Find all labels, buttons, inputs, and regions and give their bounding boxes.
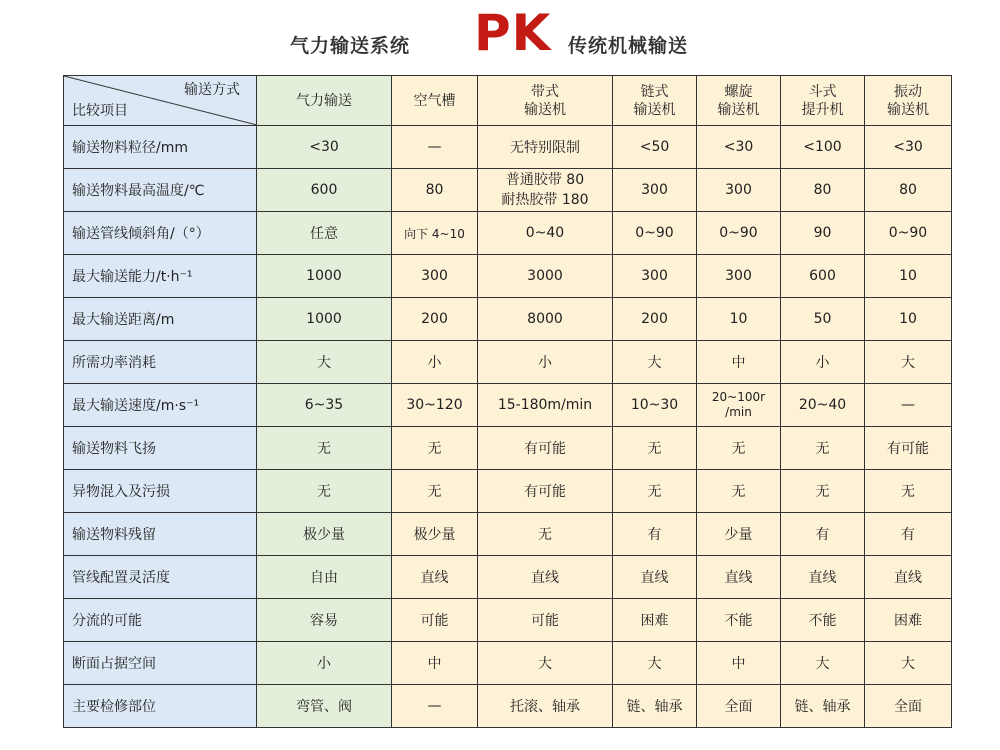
table-cell: 无 <box>697 470 781 513</box>
column-header-line: 输送机 <box>633 101 676 118</box>
column-header-line: 振动 <box>894 83 922 100</box>
table-row <box>64 599 952 642</box>
table-cell-line: 20~100r <box>711 390 766 404</box>
row-label: 输送管线倾斜角/（°） <box>64 212 257 255</box>
header-row <box>64 76 952 126</box>
table-cell: 全面 <box>697 685 781 728</box>
column-header-line: 输送机 <box>524 101 566 118</box>
row-label: 输送物料残留 <box>64 513 257 556</box>
table-cell: 无特别限制 <box>478 126 613 169</box>
row-label: 输送物料粒径/mm <box>64 126 257 169</box>
table-cell: 直线 <box>392 556 478 599</box>
table-cell: 困难 <box>865 599 952 642</box>
title-pk: PK <box>474 4 552 62</box>
comparison-table <box>63 75 952 728</box>
table-cell: 有可能 <box>865 427 952 470</box>
table-cell-line: 耐热胶带 180 <box>501 192 589 208</box>
table-cell: 不能 <box>697 599 781 642</box>
table-row <box>64 126 952 169</box>
table-cell: 15-180m/min <box>478 384 613 427</box>
table-cell: 0~40 <box>478 212 613 255</box>
table-cell: 80 <box>781 169 865 212</box>
table-cell: — <box>865 384 952 427</box>
table-row <box>64 212 952 255</box>
table-cell: 全面 <box>865 685 952 728</box>
row-label: 输送物料飞扬 <box>64 427 257 470</box>
table-cell: 容易 <box>257 599 392 642</box>
table-row <box>64 513 952 556</box>
column-header <box>613 76 697 126</box>
table-cell: <30 <box>865 126 952 169</box>
row-label: 分流的可能 <box>64 599 257 642</box>
table-cell: 300 <box>697 255 781 298</box>
table-cell: 80 <box>392 169 478 212</box>
table-cell: 直线 <box>781 556 865 599</box>
column-header <box>865 76 952 126</box>
table-cell: 无 <box>392 470 478 513</box>
table-cell: 大 <box>781 642 865 685</box>
table-row <box>64 169 952 212</box>
table-cell-line: /min <box>725 405 752 419</box>
title-pneumatic: 气力输送系统 <box>290 35 411 57</box>
table-cell: 无 <box>478 513 613 556</box>
table-cell: 无 <box>781 427 865 470</box>
table-cell: 10~30 <box>613 384 697 427</box>
table-cell: 10 <box>865 255 952 298</box>
table-cell: 300 <box>392 255 478 298</box>
row-label: 最大输送速度/m·s⁻¹ <box>64 384 257 427</box>
table-cell: 直线 <box>478 556 613 599</box>
column-header <box>781 76 865 126</box>
table-cell: 200 <box>392 298 478 341</box>
column-header-line: 气力输送 <box>296 92 352 109</box>
table-cell: 极少量 <box>392 513 478 556</box>
title-traditional: 传统机械输送 <box>568 35 689 57</box>
table-cell: 大 <box>613 341 697 384</box>
table-cell: <30 <box>697 126 781 169</box>
table-cell: 小 <box>478 341 613 384</box>
table-cell: 50 <box>781 298 865 341</box>
table-cell <box>478 169 613 212</box>
table-row <box>64 685 952 728</box>
table-cell: 直线 <box>697 556 781 599</box>
row-label: 管线配置灵活度 <box>64 556 257 599</box>
table-cell: <50 <box>613 126 697 169</box>
row-label: 主要检修部位 <box>64 685 257 728</box>
table-cell-line: 普通胶带 80 <box>505 172 585 188</box>
table-cell: 大 <box>865 642 952 685</box>
column-header-line: 空气槽 <box>413 92 456 109</box>
table-cell: 自由 <box>257 556 392 599</box>
table-cell: 8000 <box>478 298 613 341</box>
column-header-line: 链式 <box>640 83 669 100</box>
table-cell: 小 <box>257 642 392 685</box>
column-header-line: 螺旋 <box>724 83 753 100</box>
table-cell: 1000 <box>257 298 392 341</box>
table-cell: 可能 <box>478 599 613 642</box>
table-cell: <100 <box>781 126 865 169</box>
row-label: 断面占据空间 <box>64 642 257 685</box>
header <box>0 0 1000 74</box>
column-header <box>478 76 613 126</box>
table-cell: 向下 4~10 <box>392 212 478 255</box>
table-cell: 链、轴承 <box>613 685 697 728</box>
table-cell: 有可能 <box>478 427 613 470</box>
table-cell: 任意 <box>257 212 392 255</box>
table-cell: 0~90 <box>613 212 697 255</box>
corner-top-label: 输送方式 <box>184 82 240 98</box>
table-cell: 0~90 <box>865 212 952 255</box>
table-cell: <30 <box>257 126 392 169</box>
table-cell: 无 <box>392 427 478 470</box>
table-cell: 20~40 <box>781 384 865 427</box>
table-cell: 无 <box>613 427 697 470</box>
table-cell: 极少量 <box>257 513 392 556</box>
row-label: 所需功率消耗 <box>64 341 257 384</box>
table-row <box>64 384 952 427</box>
table-cell: 直线 <box>865 556 952 599</box>
column-header-line: 输送机 <box>887 101 929 118</box>
table-cell: 300 <box>613 255 697 298</box>
table-cell: 300 <box>697 169 781 212</box>
table-cell: 弯管、阀 <box>257 685 392 728</box>
row-label: 输送物料最高温度/℃ <box>64 169 257 212</box>
table-cell: 10 <box>697 298 781 341</box>
row-label: 最大输送距离/m <box>64 298 257 341</box>
table-cell: 大 <box>257 341 392 384</box>
table-cell: 有 <box>781 513 865 556</box>
column-header <box>697 76 781 126</box>
row-label: 最大输送能力/t·h⁻¹ <box>64 255 257 298</box>
table-cell: 少量 <box>697 513 781 556</box>
table-cell: 10 <box>865 298 952 341</box>
table-row <box>64 470 952 513</box>
table-cell: 80 <box>865 169 952 212</box>
table-row <box>64 255 952 298</box>
table-cell: 大 <box>478 642 613 685</box>
table-cell: 无 <box>697 427 781 470</box>
table-cell: 有 <box>865 513 952 556</box>
table-row <box>64 642 952 685</box>
table-cell: 有可能 <box>478 470 613 513</box>
column-header-line: 提升机 <box>801 101 844 118</box>
column-header <box>257 76 392 126</box>
corner-bottom-label: 比较项目 <box>72 103 128 119</box>
table-row <box>64 427 952 470</box>
table-cell: 90 <box>781 212 865 255</box>
table-cell: 6~35 <box>257 384 392 427</box>
table-cell: 300 <box>613 169 697 212</box>
table-cell: 0~90 <box>697 212 781 255</box>
table-cell: 链、轴承 <box>781 685 865 728</box>
column-header-line: 斗式 <box>808 83 837 100</box>
table-cell: — <box>392 685 478 728</box>
table-cell: 600 <box>781 255 865 298</box>
column-header-line: 带式 <box>531 83 559 100</box>
table-cell: 大 <box>865 341 952 384</box>
table-cell: 困难 <box>613 599 697 642</box>
table-cell <box>697 384 781 427</box>
table-cell: 直线 <box>613 556 697 599</box>
table-cell: 30~120 <box>392 384 478 427</box>
table-cell: 1000 <box>257 255 392 298</box>
table-cell: 小 <box>781 341 865 384</box>
table-cell: — <box>392 126 478 169</box>
column-header <box>392 76 478 126</box>
table-cell: 无 <box>257 427 392 470</box>
table-cell: 有 <box>613 513 697 556</box>
table-cell: 大 <box>613 642 697 685</box>
table-row <box>64 556 952 599</box>
table-cell: 中 <box>392 642 478 685</box>
table-cell: 无 <box>613 470 697 513</box>
table-cell: 无 <box>781 470 865 513</box>
table-cell: 200 <box>613 298 697 341</box>
row-label: 异物混入及污损 <box>64 470 257 513</box>
table-cell: 中 <box>697 642 781 685</box>
table-cell: 3000 <box>478 255 613 298</box>
table-cell: 可能 <box>392 599 478 642</box>
table-cell: 600 <box>257 169 392 212</box>
table-row <box>64 341 952 384</box>
table-row <box>64 298 952 341</box>
table-cell: 托滚、轴承 <box>478 685 613 728</box>
table-cell: 不能 <box>781 599 865 642</box>
table-cell: 无 <box>865 470 952 513</box>
table-cell: 小 <box>392 341 478 384</box>
table-cell: 无 <box>257 470 392 513</box>
column-header-line: 输送机 <box>717 101 760 118</box>
corner-cell <box>64 76 257 126</box>
table-cell: 中 <box>697 341 781 384</box>
